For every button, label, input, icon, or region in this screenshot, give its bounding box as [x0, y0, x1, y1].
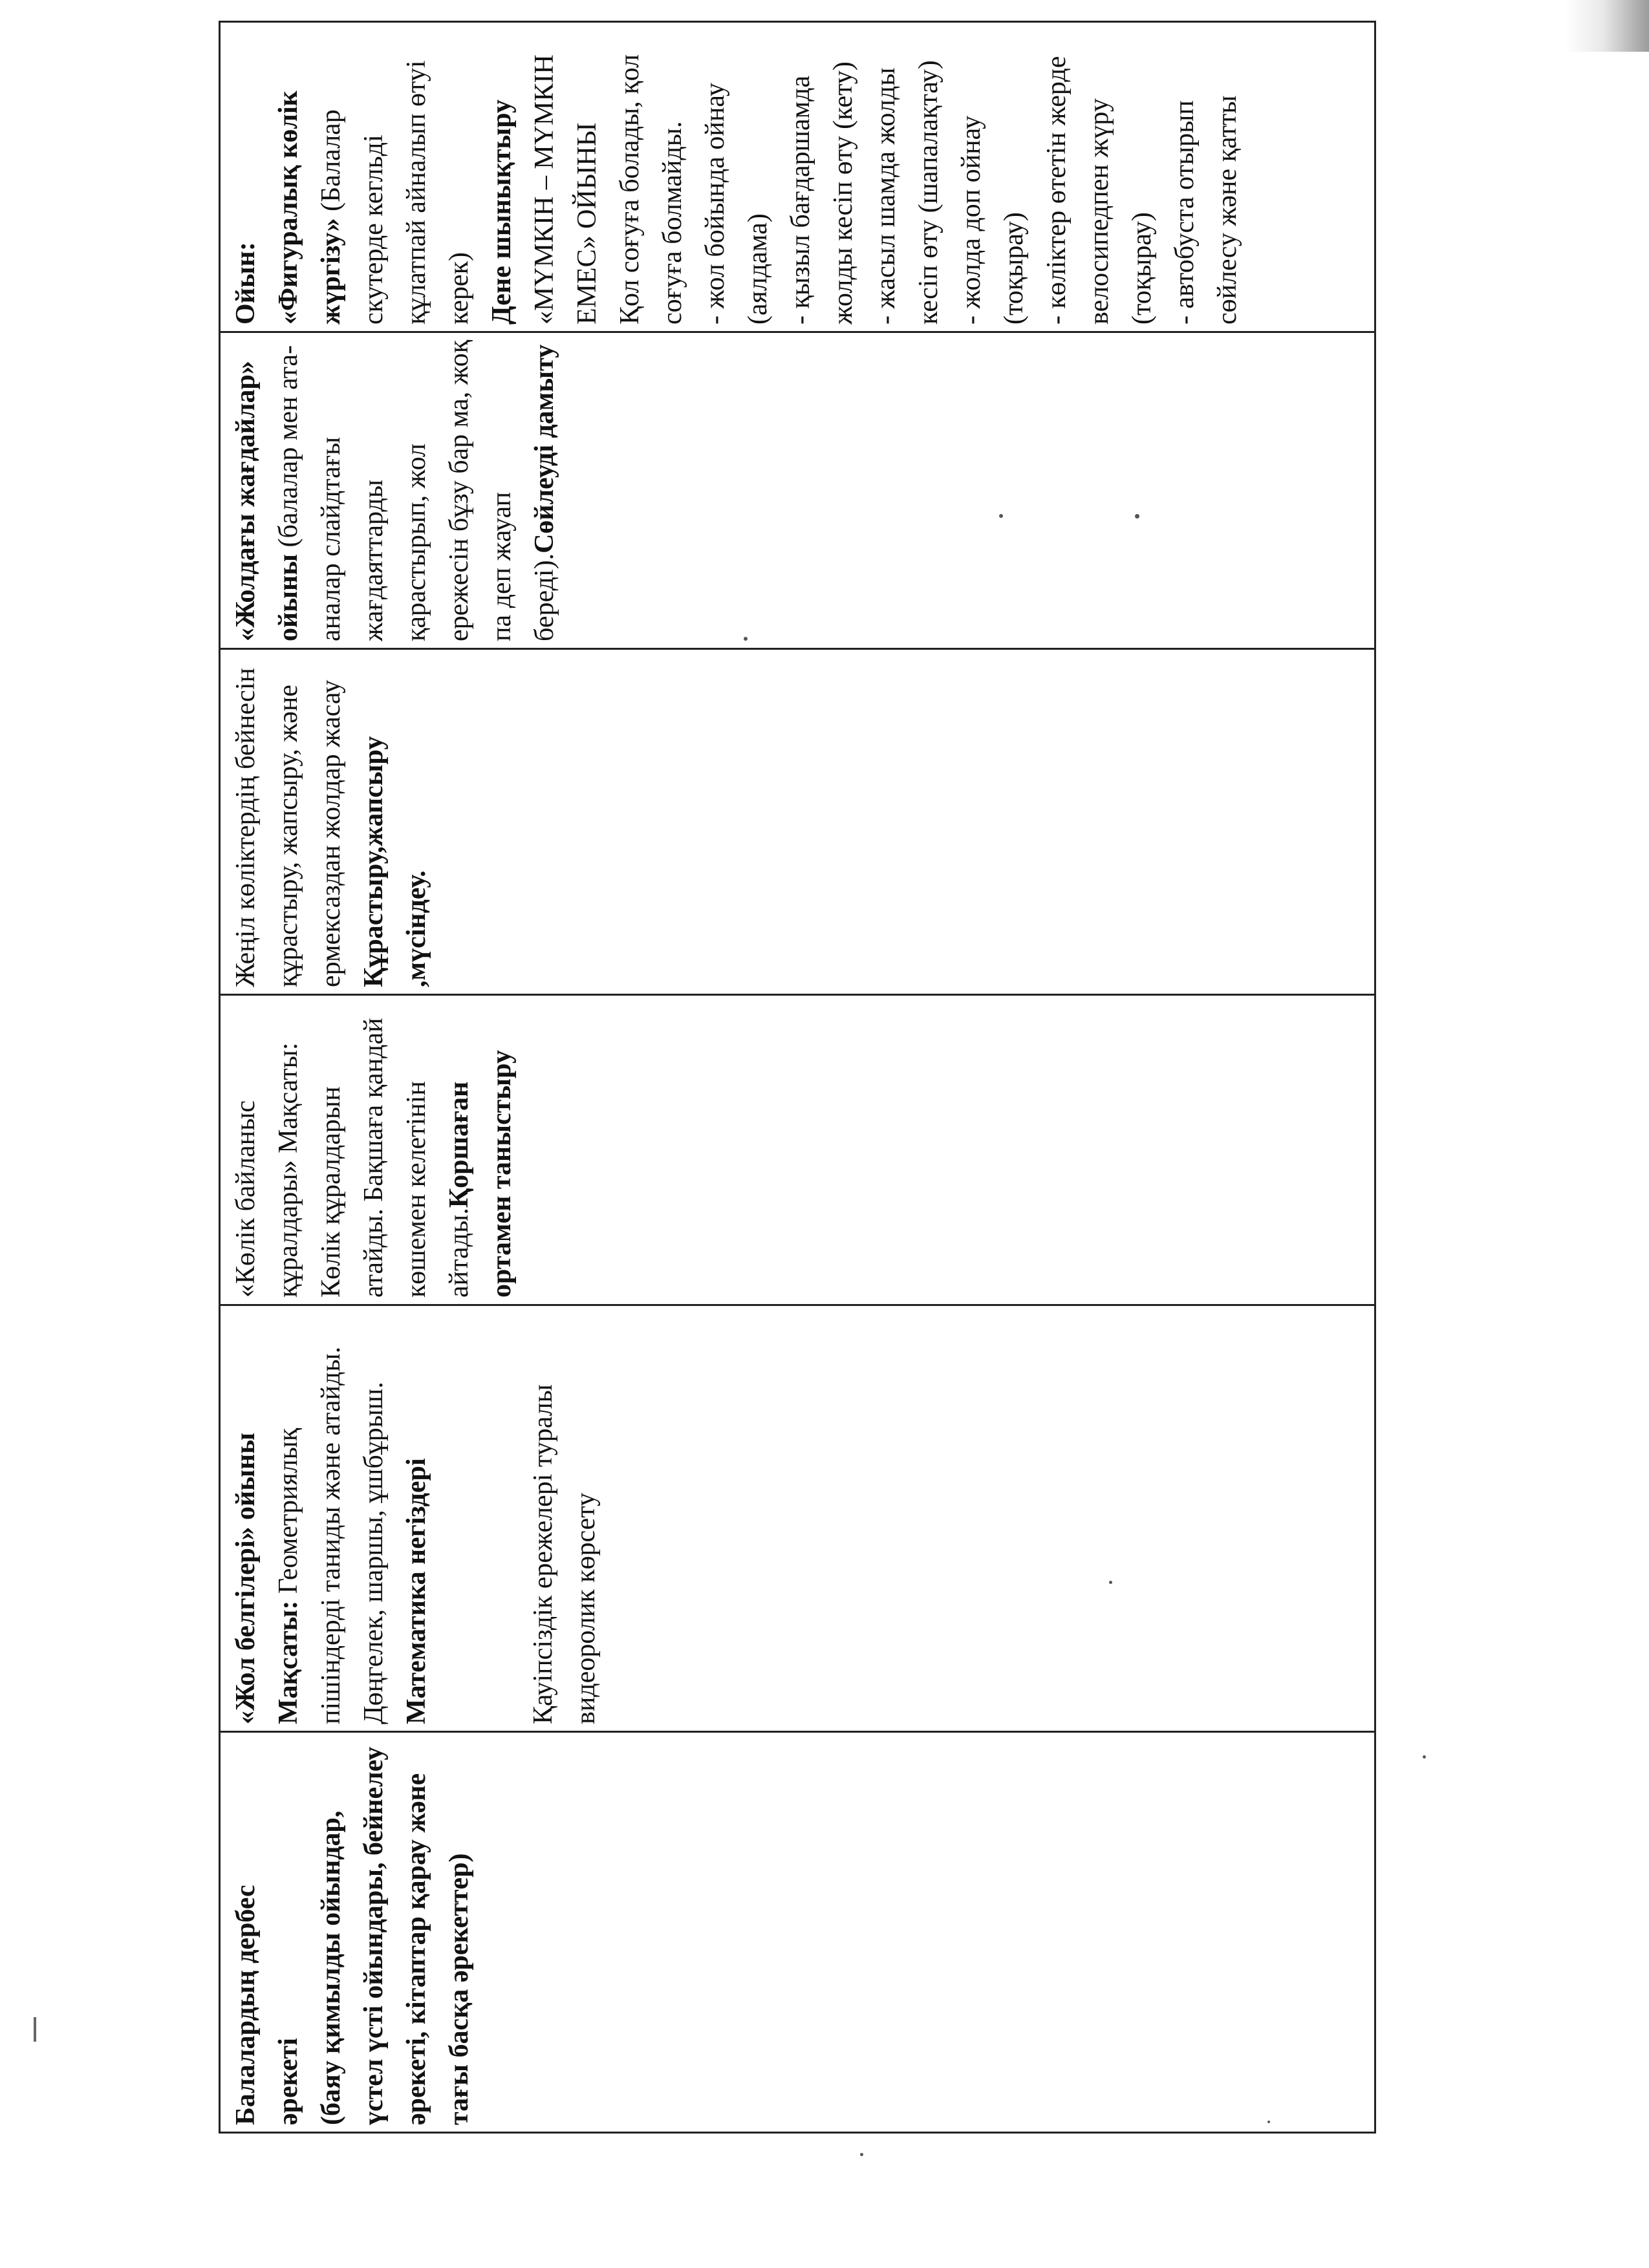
game-title: «Фигуралық көлік жүргізу» — [274, 91, 346, 325]
game-text: (Балалар скутерде кегльді құлатпай айналып өтуі керек) — [316, 60, 474, 325]
game-title: «Жол белгілері» ойыны — [231, 1433, 261, 1724]
extra-activity: Қауіпсіздік ережелері туралы видеоролик көрсету — [528, 1384, 601, 1724]
thursday-cell — [220, 332, 1375, 649]
spacer — [438, 1312, 522, 1724]
list-item: - қызыл бағдаршамда жолды кесіп өту (кету) — [786, 61, 858, 325]
learning-area: Дене шынықтыру — [487, 99, 517, 325]
game-label: Ойын: — [231, 242, 261, 325]
list-item: - жолда доп ойнау (тоқырау) — [956, 115, 1029, 325]
game2-title: «МҮМКІН – МҮМКІН ЕМЕС» ОЙЫНЫ — [530, 54, 602, 325]
scan-speck — [1423, 1755, 1426, 1759]
friday-cell — [220, 22, 1375, 332]
game2-text: Қол соғуға болады, қол соғуға болмайды. — [615, 54, 687, 325]
list-item: - көліктер өтетін жерде велосипедпен жүру (тоқырау) — [1042, 56, 1157, 325]
table-row — [220, 22, 1375, 2133]
plan-table — [219, 21, 1376, 2134]
goal-label: Мақсаты: — [274, 1042, 303, 1153]
list-item: - жасыл шамда жолды кесіп өту (шапалақтау) — [871, 60, 943, 325]
goal-label: Мақсаты: — [274, 1600, 303, 1724]
scan-speck — [860, 2153, 863, 2156]
goal-text: Көлік құралдарын атайды. Бақшаға қандай көшемен келетінін айтады. — [316, 1018, 474, 1298]
tuesday-cell — [220, 995, 1375, 1305]
topic-title: «Көлік байланыс құралдары» — [231, 1100, 303, 1298]
list-item: - автобуста отырып сөйлесу және қатты — [1170, 95, 1242, 325]
scan-mark — [34, 2017, 36, 2042]
learning-area: Математика негіздері — [402, 1458, 431, 1724]
learning-area: Қоршаған ортамен таныстыру — [444, 1050, 517, 1298]
activity-type-cell — [220, 1732, 1375, 2133]
learning-area: Құрастыру,жапсыру ,мүсіндеу. — [359, 736, 431, 987]
activity-title-1: Балалардың дербес — [231, 1885, 261, 2125]
activity-description: (баяу қимылды ойындар, үстел үсті ойындары, бейнелеу әрекеті, кітаптар қарау және тағы басқа әрекеттер) — [316, 1746, 474, 2125]
game-text: (балалар мен ата-аналар слайдтағы жағдаяттарды қарастырып, жол ережесін бұзу бар ма, жоқ па деп жауап береді). — [274, 339, 559, 641]
game-title: «Жолдағы жағдайлар» ойыны — [231, 361, 303, 641]
monday-cell — [220, 1305, 1375, 1732]
rotated-table-page — [219, 23, 1376, 2134]
wednesday-cell — [220, 649, 1375, 995]
goal-text: Геометриялық пішіндерді таниды және атайды. Дөңгелек, шаршы, ұшбұрыш. — [274, 1346, 389, 1724]
activity-text: Жеңіл көліктердің бейнесін құрастыру, жапсыру, және ермексаздан жолдар жасау — [231, 668, 346, 987]
activity-title-2: әрекеті — [274, 2038, 303, 2125]
scan-shadow-edge — [1565, 0, 1649, 52]
list-item: - жол бойында ойнау (аялдама) — [700, 83, 773, 325]
learning-area: Сөйлеуді дамыту — [530, 344, 559, 553]
